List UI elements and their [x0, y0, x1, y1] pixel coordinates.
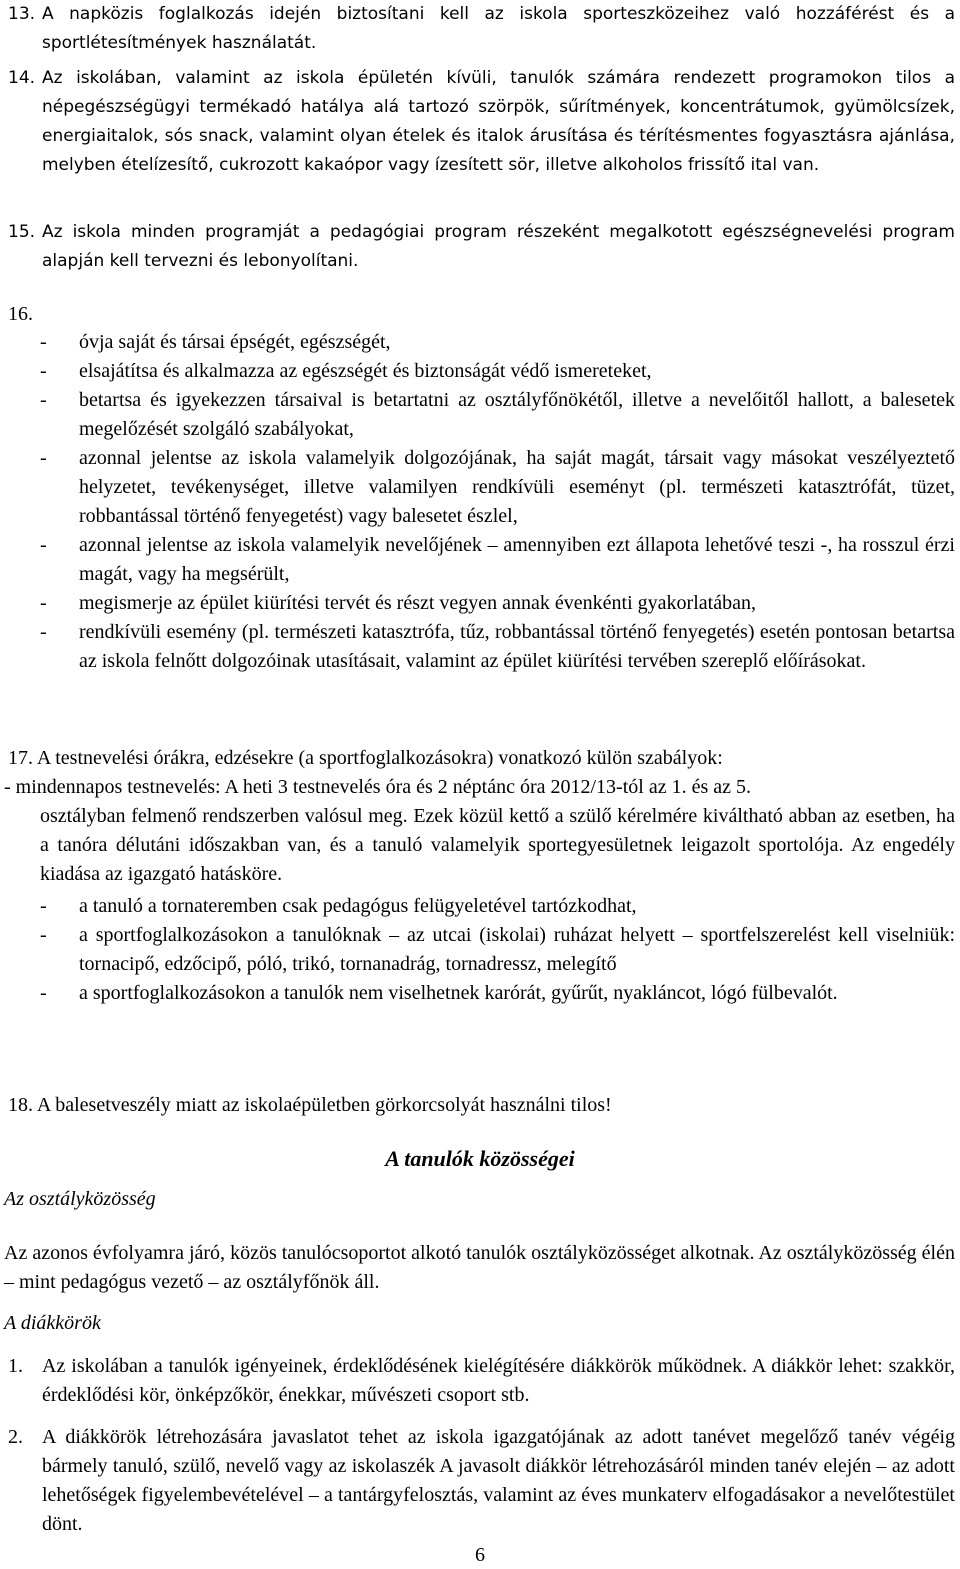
item-13 — [8, 0, 955, 58]
list-item: - a tanuló a tornateremben csak pedagógus felügyeletével tartózkodhat, — [40, 895, 637, 917]
item-text: Az iskolában, valamint az iskola épületén kívüli, tanulók számára rendezett programokon tilos a népegészségügyi termékadó hatálya alá tartozó szörpök, sűrítmények, koncentrátumok, gyümölcsízek, energiaitalok, sós snack, valamint olyan ételek és italok árusítása és térítésmentes fogyasztásra ajánlása, melyben ételízesítő, cukrozott kakaópor vagy ízesített sör, illetve alkoholos frissítő ital van. — [42, 68, 955, 175]
list-item: - a sportfoglalkozásokon a tanulóknak – az utcai (iskolai) ruházat helyett – sportfelszerelést kell viselniük: tornacipő, edzőcipő, póló, trikó, tornanadrág, tornadressz, melegítő — [40, 924, 955, 975]
class-community-title: Az osztályközösség — [4, 1188, 156, 1210]
list-item: - megismerje az épület kiürítési tervét és részt vegyen annak évenkénti gyakorlatában, — [40, 592, 756, 614]
item-15 — [8, 218, 955, 276]
item-text: Az iskolában a tanulók igényeinek, érdeklődésének kielégítésére diákkörök működnek. A diákkör lehet: szakkör, érdeklődési kör, önképzőkör, énekkar, művészeti csoport stb. — [42, 1355, 955, 1406]
student-circles-item-2 — [8, 1423, 955, 1539]
item-text: A diákkörök létrehozására javaslatot tehet az iskola igazgatójának az adott tanévet megelőző tanév végéig bármely tanuló, szülő, nevelő vagy az iskolaszék A javasolt diákkör létrehozásáról minden tanév elején – az adott lehetőségek figyelembevételével – a tantárgyfelosztás, valamint az éves munkaterv elfogadásakor a nevelőtestület dönt. — [42, 1426, 955, 1535]
page-number: 6 — [475, 1544, 485, 1566]
item-17-daily-rest: osztályban felmenő rendszerben valósul meg. Ezek közül kettő a szülő kérelmére kiváltható abban az esetben, ha a tanóra délutáni időszakban van, és a tanuló valamelyik sportegyesületnek leigazolt sportolója. Az engedély kiadása az igazgató hatásköre. — [40, 805, 955, 885]
item-17-heading: 17. A testnevelési órákra, edzésekre (a sportfoglalkozásokra) vonatkozó külön szabályok: — [8, 747, 723, 769]
list-item: - a sportfoglalkozásokon a tanulók nem viselhetnek karórát, gyűrűt, nyakláncot, lógó fülbevalót. — [40, 982, 838, 1004]
item-14 — [8, 64, 955, 180]
list-item: - rendkívüli esemény (pl. természeti katasztrófa, tűz, robbantással történő fenyegetés) esetén pontosan betartsa az iskola felnőtt dolgozóinak utasításait, valamint az épület kiürítési tervében szereplő előírásokat. — [40, 621, 955, 672]
list-item: - azonnal jelentse az iskola valamelyik nevelőjének – amennyiben ezt állapota lehetővé teszi -, ha rosszul érzi magát, vagy ha megsérült, — [40, 534, 955, 585]
item-18: 18. A balesetveszély miatt az iskolaépületben görkorcsolyát használni tilos! — [8, 1094, 612, 1116]
item-17-bullet-list — [40, 892, 955, 1008]
item-number: 15. — [8, 222, 36, 242]
list-item: - elsajátítsa és alkalmazza az egészségét és biztonságát védő ismereteket, — [40, 360, 652, 382]
list-item: - óvja saját és társai épségét, egészségét, — [40, 331, 391, 353]
item-16-bullet-list — [40, 328, 955, 676]
item-number: 13. — [8, 4, 36, 24]
item-text: A napközis foglalkozás idején biztosítani kell az iskola sporteszközeihez való hozzáférést és a sportlétesítmények használatát. — [42, 4, 955, 53]
student-circles-item-1 — [8, 1352, 955, 1410]
class-community-text: Az azonos évfolyamra járó, közös tanulócsoportot alkotó tanulók osztályközösséget alkotnak. Az osztályközösség élén – mint pedagógus vezető – az osztályfőnök áll. — [4, 1242, 955, 1293]
list-item: - betartsa és igyekezzen társaival is betartatni az osztályfőnökétől, illetve a nevelőitől hallott, a balesetek megelőzését szolgáló szabályokat, — [40, 389, 955, 440]
item-16-number: 16. — [8, 303, 33, 325]
item-number: 2. — [8, 1426, 23, 1448]
item-number: 1. — [8, 1355, 23, 1377]
section-heading: A tanulók közösségei — [385, 1146, 575, 1171]
list-item: - azonnal jelentse az iskola valamelyik dolgozójának, ha saját magát, társait vagy másokat veszélyeztető helyzetet, tevékenységet, illetve valamilyen rendkívüli eseményt (pl. természeti katasztrófát, tüzet, robbantással történő fenyegetést) vagy balesetet észlel, — [40, 447, 955, 527]
item-number: 14. — [8, 68, 36, 88]
item-text: Az iskola minden programját a pedagógiai program részeként megalkotott egészségnevelési program alapján kell tervezni és lebonyolítani. — [42, 222, 955, 271]
item-17-daily-first-line: - mindennapos testnevelés: A heti 3 testnevelés óra és 2 néptánc óra 2012/13-tól az 1. és az 5. — [4, 776, 752, 798]
student-circles-title: A diákkörök — [4, 1312, 101, 1334]
